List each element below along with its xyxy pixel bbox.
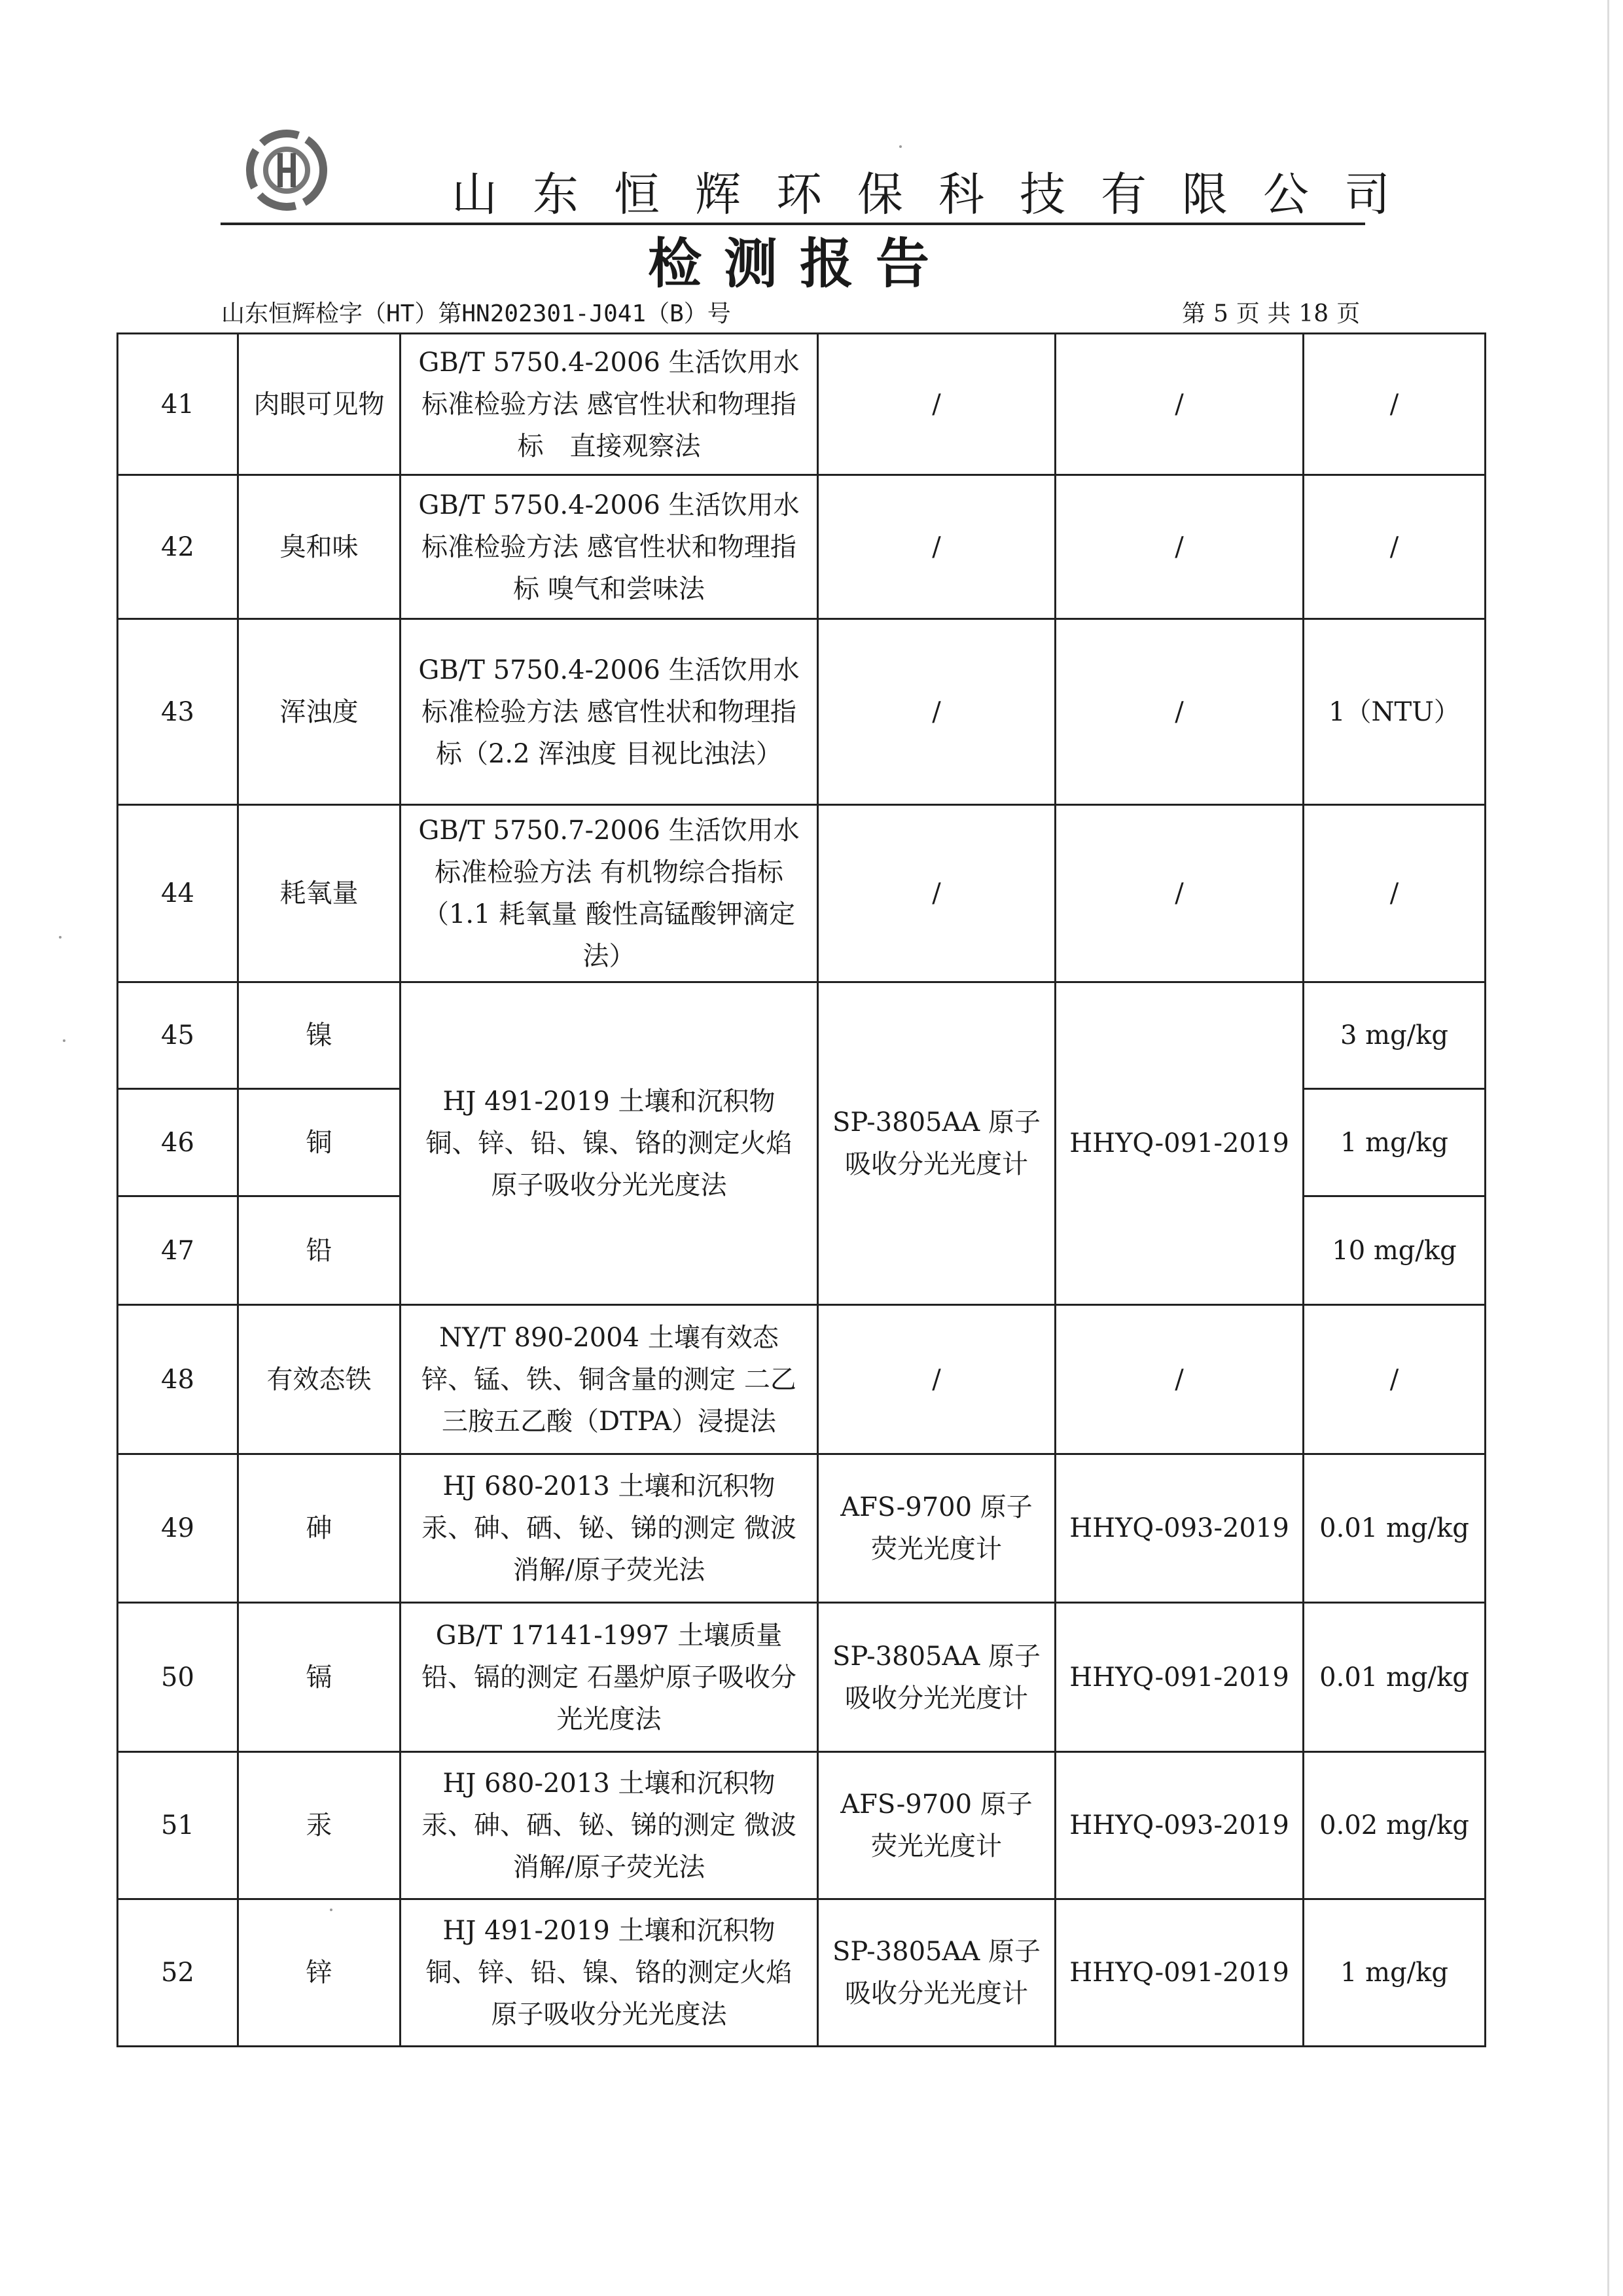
instrument: / bbox=[818, 475, 1056, 619]
page-current: 5 bbox=[1213, 300, 1228, 327]
row-number: 46 bbox=[118, 1089, 238, 1196]
test-item: 铅 bbox=[238, 1196, 401, 1305]
row-number: 42 bbox=[118, 475, 238, 619]
company-name: 山东恒辉环保科技有限公司 bbox=[452, 168, 1425, 221]
scan-speck bbox=[63, 1039, 65, 1042]
instrument: / bbox=[818, 1305, 1056, 1454]
instrument-number: / bbox=[1056, 805, 1304, 982]
row-number: 45 bbox=[118, 982, 238, 1089]
row-number: 44 bbox=[118, 805, 238, 982]
instrument-number: HHYQ-091-2019 bbox=[1056, 982, 1304, 1305]
instrument-number: HHYQ-093-2019 bbox=[1056, 1454, 1304, 1603]
page-middle: 页 共 bbox=[1236, 300, 1291, 327]
row-number: 43 bbox=[118, 619, 238, 805]
company-logo bbox=[241, 124, 332, 216]
table-row bbox=[118, 1899, 1486, 2047]
instrument: / bbox=[818, 805, 1056, 982]
test-item: 有效态铁 bbox=[238, 1305, 401, 1454]
test-item: 砷 bbox=[238, 1454, 401, 1603]
table-row bbox=[118, 982, 1486, 1089]
detection-limit: / bbox=[1304, 805, 1486, 982]
scan-speck bbox=[59, 936, 62, 939]
detection-limit: 1 mg/kg bbox=[1304, 1899, 1486, 2047]
detection-limit: 0.02 mg/kg bbox=[1304, 1752, 1486, 1899]
row-number: 51 bbox=[118, 1752, 238, 1899]
instrument-number: HHYQ-093-2019 bbox=[1056, 1752, 1304, 1899]
test-method: GB/T 17141-1997 土壤质量铅、镉的测定 石墨炉原子吸收分光光度法 bbox=[401, 1603, 818, 1752]
page-indicator bbox=[1178, 302, 1364, 326]
instrument: SP-3805AA 原子吸收分光光度计 bbox=[818, 1603, 1056, 1752]
table-row bbox=[118, 1603, 1486, 1752]
instrument-number: HHYQ-091-2019 bbox=[1056, 1899, 1304, 2047]
detection-limit: / bbox=[1304, 475, 1486, 619]
instrument-number: HHYQ-091-2019 bbox=[1056, 1603, 1304, 1752]
test-item: 镉 bbox=[238, 1603, 401, 1752]
detection-limit: 0.01 mg/kg bbox=[1304, 1454, 1486, 1603]
detection-limit: 1 mg/kg bbox=[1304, 1089, 1486, 1196]
results-table bbox=[116, 332, 1486, 2047]
page-total: 18 bbox=[1298, 300, 1329, 327]
instrument: AFS-9700 原子荧光光度计 bbox=[818, 1752, 1056, 1899]
instrument: / bbox=[818, 619, 1056, 805]
table-row bbox=[118, 475, 1486, 619]
row-number: 52 bbox=[118, 1899, 238, 2047]
row-number: 50 bbox=[118, 1603, 238, 1752]
test-method: HJ 680-2013 土壤和沉积物汞、砷、硒、铋、锑的测定 微波消解/原子荧光法 bbox=[401, 1454, 818, 1603]
test-method: HJ 491-2019 土壤和沉积物铜、锌、铅、镍、铬的测定火焰原子吸收分光光度法 bbox=[401, 982, 818, 1305]
row-number: 49 bbox=[118, 1454, 238, 1603]
table-row bbox=[118, 334, 1486, 475]
test-method: HJ 491-2019 土壤和沉积物铜、锌、铅、镍、铬的测定火焰原子吸收分光光度法 bbox=[401, 1899, 818, 2047]
test-item: 臭和味 bbox=[238, 475, 401, 619]
detection-limit: / bbox=[1304, 334, 1486, 475]
test-method: GB/T 5750.4-2006 生活饮用水标准检验方法 感官性状和物理指标 嗅气和尝味法 bbox=[401, 475, 818, 619]
test-item: 铜 bbox=[238, 1089, 401, 1196]
detection-limit: 0.01 mg/kg bbox=[1304, 1603, 1486, 1752]
test-item: 汞 bbox=[238, 1752, 401, 1899]
row-number: 48 bbox=[118, 1305, 238, 1454]
test-method: GB/T 5750.4-2006 生活饮用水标准检验方法 感官性状和物理指标 直接观察法 bbox=[401, 334, 818, 475]
table-row bbox=[118, 1454, 1486, 1603]
test-item: 肉眼可见物 bbox=[238, 334, 401, 475]
table-row bbox=[118, 805, 1486, 982]
detection-limit: 10 mg/kg bbox=[1304, 1196, 1486, 1305]
instrument-number: / bbox=[1056, 619, 1304, 805]
test-method: GB/T 5750.4-2006 生活饮用水标准检验方法 感官性状和物理指标（2.2 浑浊度 目视比浊法） bbox=[401, 619, 818, 805]
test-method: NY/T 890-2004 土壤有效态锌、锰、铁、铜含量的测定 二乙三胺五乙酸（DTPA）浸提法 bbox=[401, 1305, 818, 1454]
table-row bbox=[118, 1752, 1486, 1899]
instrument-number: / bbox=[1056, 475, 1304, 619]
instrument-number: / bbox=[1056, 334, 1304, 475]
page-edge bbox=[1607, 0, 1609, 2296]
scan-speck bbox=[330, 1909, 332, 1911]
report-title: 检测报告 bbox=[648, 232, 952, 295]
page-prefix: 第 bbox=[1182, 300, 1206, 327]
detection-limit: / bbox=[1304, 1305, 1486, 1454]
test-item: 耗氧量 bbox=[238, 805, 401, 982]
test-method: GB/T 5750.7-2006 生活饮用水标准检验方法 有机物综合指标（1.1 耗氧量 酸性高锰酸钾滴定法） bbox=[401, 805, 818, 982]
scan-speck bbox=[899, 145, 902, 148]
detection-limit: 3 mg/kg bbox=[1304, 982, 1486, 1089]
page-suffix: 页 bbox=[1336, 300, 1361, 327]
instrument: SP-3805AA 原子吸收分光光度计 bbox=[818, 1899, 1056, 2047]
report-number: 山东恒辉检字（HT）第HN202301-J041（B）号 bbox=[221, 300, 731, 327]
table-row bbox=[118, 1305, 1486, 1454]
test-item: 锌 bbox=[238, 1899, 401, 2047]
instrument-number: / bbox=[1056, 1305, 1304, 1454]
instrument: SP-3805AA 原子吸收分光光度计 bbox=[818, 982, 1056, 1305]
detection-limit: 1（NTU） bbox=[1304, 619, 1486, 805]
instrument: AFS-9700 原子荧光光度计 bbox=[818, 1454, 1056, 1603]
table-row bbox=[118, 619, 1486, 805]
test-item: 镍 bbox=[238, 982, 401, 1089]
test-item: 浑浊度 bbox=[238, 619, 401, 805]
row-number: 41 bbox=[118, 334, 238, 475]
test-method: HJ 680-2013 土壤和沉积物汞、砷、硒、铋、锑的测定 微波消解/原子荧光法 bbox=[401, 1752, 818, 1899]
header-divider bbox=[221, 223, 1365, 225]
row-number: 47 bbox=[118, 1196, 238, 1305]
instrument: / bbox=[818, 334, 1056, 475]
